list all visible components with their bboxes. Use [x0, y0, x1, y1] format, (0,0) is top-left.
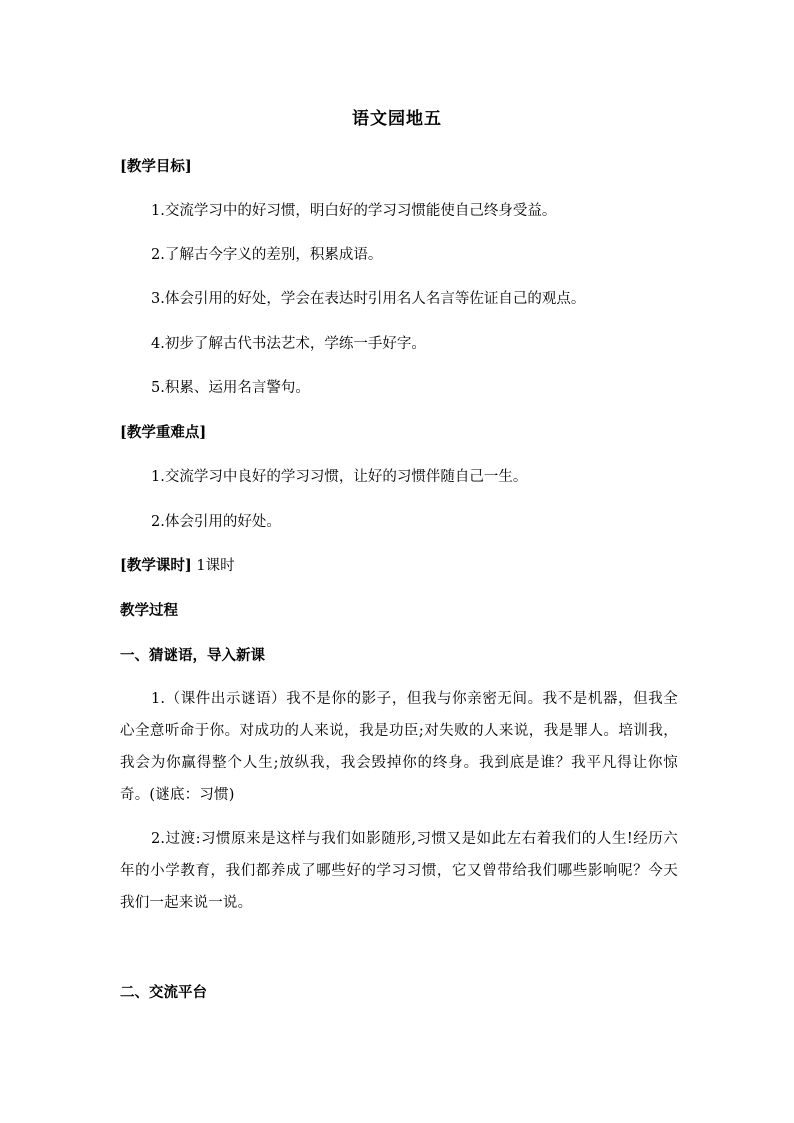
keypoints-heading: [教学重难点]	[120, 424, 207, 441]
keypoint-item-1: 1.交流学习中良好的学习习惯，让好的习惯伴随自己一生。	[151, 469, 528, 485]
process-heading: 教学过程	[120, 602, 178, 619]
goal-item-1: 1.交流学习中的好习惯，明白好的学习习惯能使自己终身受益。	[151, 203, 557, 219]
goals-heading: [教学目标]	[120, 158, 192, 175]
keypoint-item-2: 2.体会引用的好处。	[151, 514, 281, 530]
goal-item-2: 2.了解古今字义的差别，积累成语。	[151, 247, 383, 263]
goal-item-3: 3.体会引用的好处，学会在表达时引用名人名言等佐证自己的观点。	[151, 291, 586, 307]
goal-item-5: 5.积累、运用名言警句。	[151, 380, 310, 396]
hours-value: 1课时	[191, 558, 235, 574]
page-title: 语文园地五	[352, 109, 442, 129]
section2-heading: 二、交流平台	[120, 984, 207, 1001]
goal-item-4: 4.初步了解古代书法艺术，学练一手好字。	[151, 336, 426, 352]
hours-heading: [教学课时]	[120, 557, 192, 574]
section1-paragraph-1: 1.（课件出示谜语）我不是你的影子，但我与你亲密无间。我不是机器，但我全心全意听命于你。对成功的人来说，我是功臣;对失败的人来说，我是罪人。培训我，我会为你赢得整个人生;放纵我，我会毁掉你的终身。我到底是谁？我平凡得让你惊奇。(谜底：习惯)	[120, 691, 678, 803]
section1-paragraph-2: 2.过渡:习惯原来是这样与我们如影随形,习惯又是如此左右着我们的人生!经历六年的小学教育，我们都养成了哪些好的学习习惯，它又曾带给我们哪些影响呢？今天我们一起来说一说。	[120, 831, 678, 911]
section1-heading: 一、猜谜语，导入新课	[120, 647, 265, 664]
hours-line	[120, 555, 235, 577]
